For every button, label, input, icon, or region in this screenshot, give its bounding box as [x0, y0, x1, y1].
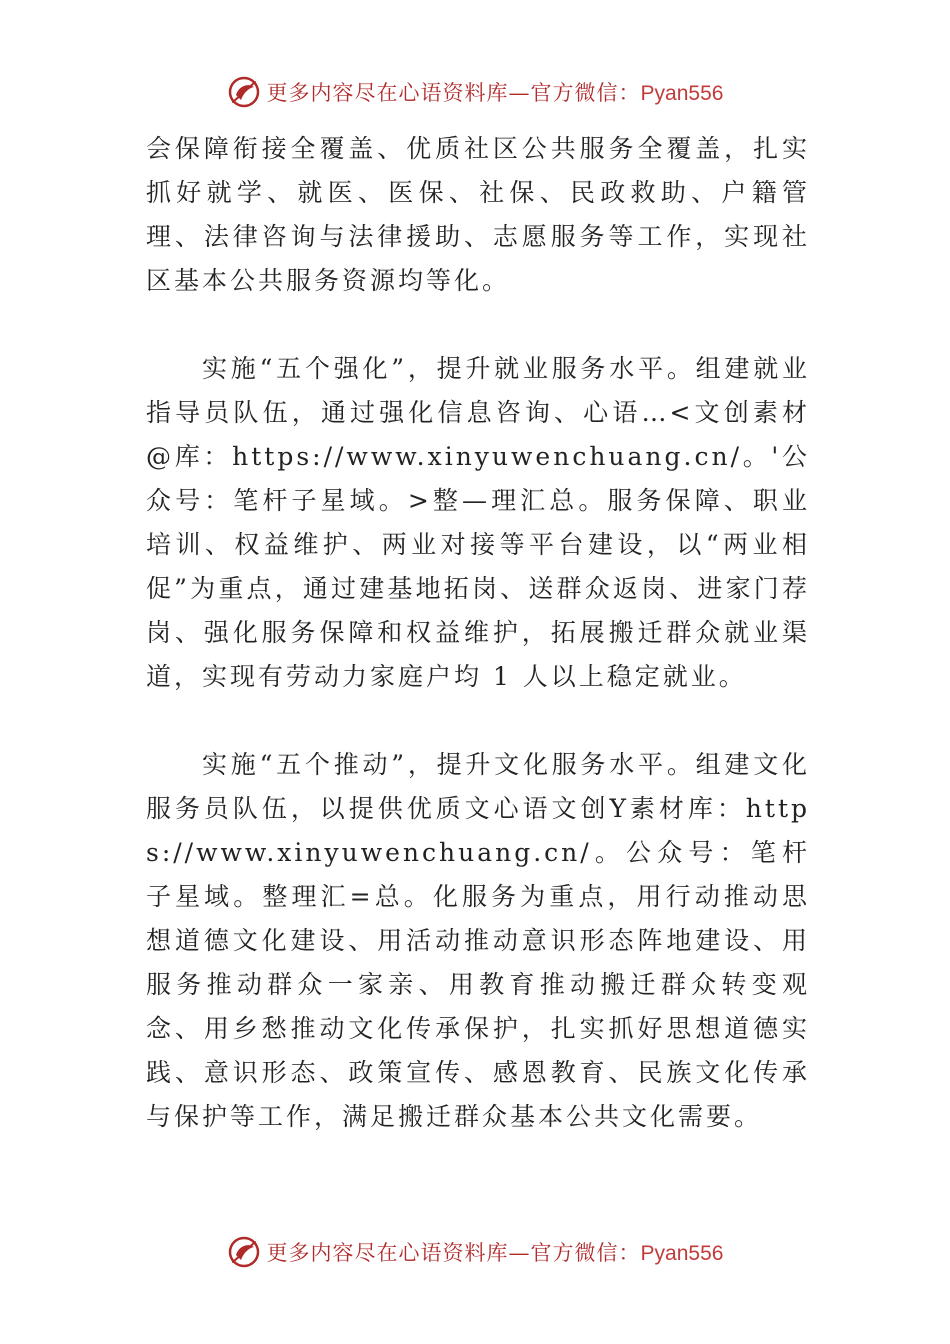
footer-banner — [0, 1232, 950, 1272]
banner-text: 更多内容尽在心语资料库—官方微信：Pyan556 — [266, 81, 724, 105]
wechat-id: Pyan556 — [640, 82, 724, 105]
paragraph-1: 会保障衔接全覆盖、优质社区公共服务全覆盖，扎实抓好就学、就医、医保、社保、民政救助、户籍管理、法律咨询与法律援助、志愿服务等工作，实现社区基本公共服务资源均等化。 — [146, 134, 810, 295]
xinyu-logo-icon — [227, 1235, 261, 1269]
document-body — [146, 127, 810, 1139]
paragraph-2: 实施“五个强化”，提升就业服务水平。组建就业指导员队伍，通过强化信息咨询、心语…<文创素材@库：https://www.xinyuwenchuang.cn/。'公众号：笔杆子星域。>整—理汇总。服务保障、职业培训、权益维护、两业对接等平台建设，以“两业相促”为重点，通过建基地拓岗、送群众返岗、进家门荐岗、强化服务保障和权益维护，拓展搬迁群众就业渠道，实现有劳动力家庭户均 1 人以上稳定就业。 — [146, 354, 810, 691]
xinyu-logo-icon — [227, 75, 261, 109]
banner-text: 更多内容尽在心语资料库—官方微信：Pyan556 — [266, 1241, 724, 1265]
header-banner — [0, 72, 950, 112]
paragraph-3: 实施“五个推动”，提升文化服务水平。组建文化服务员队伍，以提供优质文心语文创Y素材库：https://www.xinyuwenchuang.cn/。公众号：笔杆子星域。整理汇=总。化服务为重点，用行动推动思想道德文化建设、用活动推动意识形态阵地建设、用服务推动群众一家亲、用教育推动搬迁群众转变观念、用乡愁推动文化传承保护，扎实抓好思想道德实践、意识形态、政策宣传、感恩教育、民族文化传承与保护等工作，满足搬迁群众基本公共文化需要。 — [146, 750, 810, 1131]
wechat-id: Pyan556 — [640, 1242, 724, 1265]
